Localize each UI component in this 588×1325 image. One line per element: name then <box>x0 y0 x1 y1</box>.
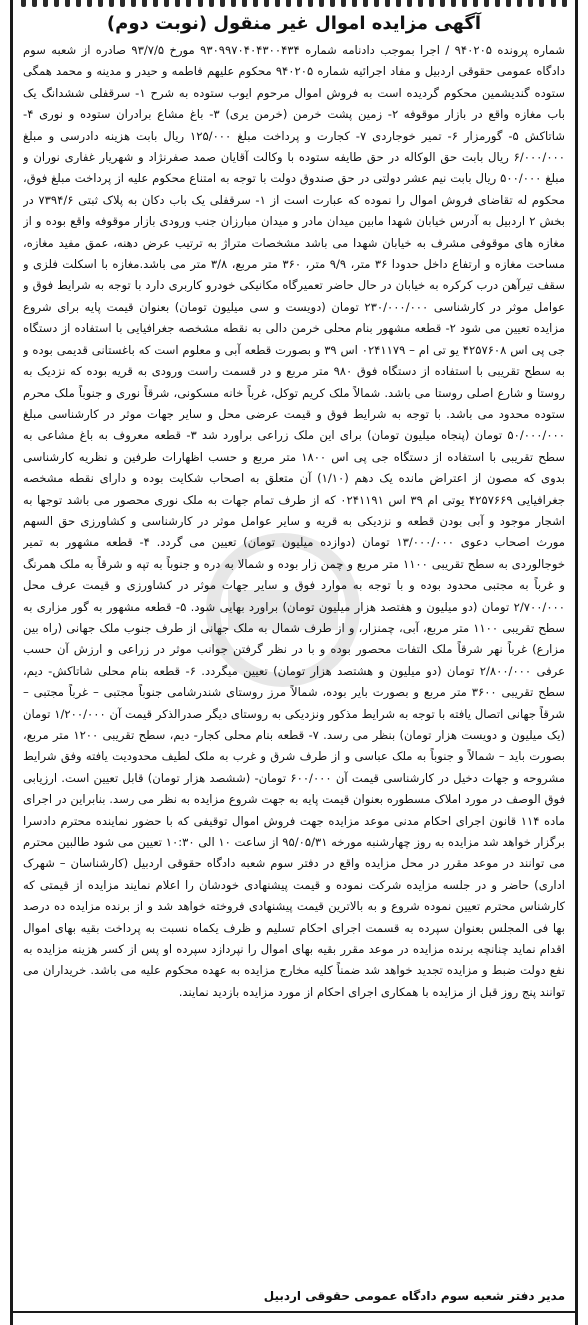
notice-body: شماره پرونده ۹۴۰۲۰۵ / اجرا بموجب دادنامه شماره ۹۳۰۹۹۷۰۴۰۴۳۰۰۴۳۴ مورخ ۹۳/۷/۵ صادره از شعبه سوم دادگاه عمومی حقوقی اردبیل و مفاد اجرائیه شماره ۹۴۰۲۰۵ محکوم علیهم فاطمه و حیدر و مدینه و محمد همگی ستوده گندیشمین محکوم گردیده است به فروش اموال مرحوم ایوب ستوده به شرح ۱- سرقفلی ششدانگ یک باب مغازه واقع در بازار موقوفه ۲- زمین پشت خرمن (خرمن یری) ۳- باغ مشاع برادران ستوده و نوری ۴- شاتاکش ۵- گورمزار ۶- تمیر خوجاردی ۷- کجارت و پرداخت مبلغ ۱۲۵/۰۰۰ ریال بابت هزینه دادرسی و مبلغ ۶/۰۰۰/۰۰۰ ریال بابت حق الوکاله در حق طایفه ستوده با وکالت آقایان صمد صفرنژاد و شهریار غفاری نوران و مبلغ ۵۰۰/۰۰۰ ریال بابت نیم عشر دولتی در حق صندوق دولت با توجه به امتناع محکوم علیه از پرداخت مبلغ فوق، محکوم له تقاضای فروش اموال را نموده که عبارت است از ۱- سرقفلی یک باب دکان به پلاک ثبتی ۷۳۹۴/۶ در بخش ۲ اردبیل به آدرس خیابان شهدا مابین میدان مادر و میدان مبارزان جنب ورودی بازار موقوفه واقع بوده و از مغازه های موقوفی مشرف به خیابان شهدا می باشد مشخصات متراژ به ترتیب عرض دهنه، عمق مفید مغازه، مساحت مغازه و ارتفاع داخل حدودا ۳۶ متر، ۹/۹ متر، ۳۶۰ متر مربع، ۳/۸ متر می باشد.مغازه با اسکلت فلزی و سقف تیرآهن درب کرکره به خیابان در حال حاضر تعمیرگاه مکانیکی خودرو کاربری دارد با توجه به شرایط فوق و عوامل موثر در کارشناسی ۲۳۰/۰۰۰/۰۰۰ تومان (دویست و سی میلیون تومان) بعنوان قیمت پایه برای شروع مزایده تعیین می شود ۲- قطعه مشهور بنام محلی خرمن دالی به نقطه مشخصه جغرافیایی با استفاده از دستگاه جی پی اس ۴۲۵۷۶۰۸ یو تی ام – ۰۲۴۱۱۷۹ اس ۳۹ و بصورت قطعه آبی و معلوم است که باغستانی قدیمی بوده و به سطح تقریبی با استفاده از دستگاه فوق ۹۸۰ متر مربع و در قسمت راست ورودی به قریه بوده که نزدیک به روستا و شارع اصلی روستا می باشد. شمالاً ملک کریم توکل، غرباً خانه مسکونی، شرقاً نوری و جنوباً ملک محرم ستوده محدود می باشد. با توجه به شرایط فوق و قیمت عرضی محل و سایر جهات موثر در کارشناسی مبلغ ۵۰/۰۰۰/۰۰۰ تومان (پنجاه میلیون تومان) برای این ملک زراعی براورد شد ۳- قطعه معروف به باغ مشاعی به سطح تقریبی با استفاده از دستگاه جی پی اس ۱۸۰۰ متر مربع و حسب اظهارات طرفین و نظریه کارشناسی بدوی که مصون از اعتراض مانده یک دهم (۱/۱۰) آن متعلق به اصحاب شکایت بوده و دارای نقطه مشخصه جغرافیایی ۴۲۵۷۶۶۹ یوتی ام ۳۹ اس ۰۲۴۱۱۹۱ که از طرف تمام جهات به ملک نوری محصور می باشد توجها به اشجار موجود و آبی بودن قطعه و نزدیکی به قریه و سایر عوامل موثر در کارشناسی و کشاورزی حق السهم مورث اصحاب دعوی ۱۳/۰۰۰/۰۰۰ تومان (دوازده میلیون تومان) تعیین می گردد. ۴- قطعه مشهور به تمیر خوجالوردی به سطح تقریبی ۱۱۰۰ متر مربع و چمن زار بوده و شمالا به دره و جنوباً به تپه و شرقاً به ملک همرنگ و غرباً به مجتبی محدود بوده و با توجه به موارد فوق و سایر جهات موثر در کشاورزی و قیمت عرف محل ۲/۷۰۰/۰۰۰ تومان (دو میلیون و هفتصد هزار میلیون تومان) براورد بهایی شود. ۵- قطعه مشهور به گور مزاری به سطح تقریبی ۱۱۰۰ متر مربع، آبی، چمنزار، و از طرف شمال به ملک جهانی از طرف جنوب ملک جهانی (راه بین مزارع) غرباً نهر شرقاً ملک التفات محصور بوده و با در نظر گرفتن جوانب موثر در زراعی و ارزش آن حسب عرفی ۲/۸۰۰/۰۰۰ تومان (دو میلیون و هشتصد هزار تومان) تعیین میگردد. ۶- قطعه بنام محلی شاتاکش- دیم، سطح تقریبی ۳۶۰۰ متر مربع و بصورت بایر بوده، شمالاً مرز روستای شندرشامی جنوباً مجتبی – غرباً مجتبی – شرقاً جهانی اتصال یافته با توجه به شرایط مذکور ونزدیکی به روستای دیگر صدرالذکر قیمت آن ۱/۲۰۰/۰۰۰ تومان (یک میلیون و دویست هزار تومان) بنظر می رسد. ۷- قطعه بنام محلی کجار- دیم، سطح تقریبی ۱۲۰۰ متر مربع، بصورت باید – شمالاً و جنوباً به ملک عباسی و از طرف شرق و غرب به ملک لطیف محدودیت یافته وفق شرایط مشروحه و جهات دخیل در کارشناسی قیمت آن ۶۰۰/۰۰۰ تومان- (ششصد هزار تومان) قابل تعیین است. ارزیابی فوق الوصف در مورد املاک مسطوره بعنوان قیمت پایه به جهت شروع مزایده به نظر می رسد. بنابراین در اجرای ماده ۱۱۴ قانون اجرای احکام مدنی موعد مزایده جهت فروش اموال توقیفی که با حضور نماینده محترم دادسرا برگزار خواهد شد مزایده به روز چهارشنبه مورخه ۹۵/۰۵/۳۱ از ساعت ۱۰ الی ۱۰:۳۰ تعیین می شود طالبین محترم می توانند در موعد مقرر در محل مزایده واقع در دفتر سوم شعبه دادگاه حقوقی اردبیل (کارشناسان – شهرک اداری) حاضر و در جلسه مزایده شرکت نموده و قیمت پیشنهادی خودشان را اعلام نمایند مزایده از قیمتی که کارشناس محترم تعیین نموده شروع و به بالاترین قیمت پیشنهادی فروخته خواهد شد و از برنده مزایده ده درصد بها فی المجلس بعنوان سپرده به قسمت اجرای احکام تسلیم و ظرف یکماه نسبت به پرداخت بقیه بهای اموال اقدام نماید چنانچه برنده مزایده در موعد مقرر بقیه بهای اموال را نپردازد سپرده او پس از کسر هزینه مزایده به نفع دولت ضبط و مزایده تجدید خواهد شد ضمناً کلیه مخارج مزایده به عهده محکوم علیه می باشد. خریداران می توانند پنج روز قبل از مزایده با همکاری اجرای احکام از مورد مزایده بازدید نمایند. <box>23 43 565 999</box>
notice-title: آگهی مزایده اموال غیر منقول (نوبت دوم) <box>106 13 482 34</box>
top-border-dots <box>21 0 567 8</box>
notice-page <box>10 0 578 1325</box>
notice-signature: مدیر دفتر شعبه سوم دادگاه عمومی حقوقی اردبیل <box>263 1289 565 1303</box>
bottom-border <box>13 1311 575 1313</box>
